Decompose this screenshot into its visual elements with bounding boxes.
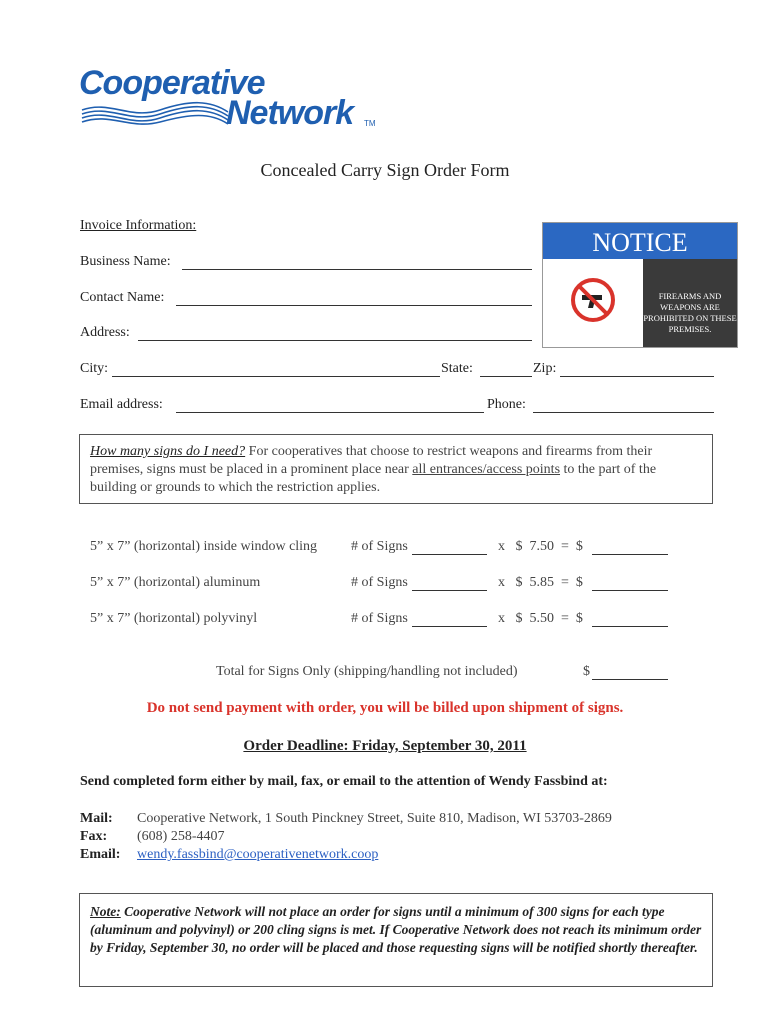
address-label: Address: xyxy=(80,325,130,340)
how-many-box xyxy=(79,434,713,504)
address-field[interactable] xyxy=(138,326,532,341)
how-many-question: How many signs do I need? xyxy=(90,444,246,459)
note-text: Cooperative Network will not place an order for signs until a minimum of 300 signs for each type (aluminum and polyvinyl) or 200 cling signs is met. If Cooperative Network does not reach its minimum order by Friday, September 30, no order will be placed and those requesting signs will be notified shortly thereafter. xyxy=(90,904,702,955)
city-field[interactable] xyxy=(112,362,440,377)
note-label: Note: xyxy=(90,904,121,919)
how-many-text-1: For cooperatives that choose to restrict weapons and firearms from their premises, signs must be placed in a prominent place near xyxy=(90,444,653,477)
email-label: Email address: xyxy=(80,397,163,412)
entrances-link: all entrances/access points xyxy=(412,462,561,477)
phone-field[interactable] xyxy=(533,398,714,413)
item-qty-label: # of Signs xyxy=(351,539,408,554)
item-qty-field[interactable] xyxy=(412,540,487,555)
item-qty-field[interactable] xyxy=(412,612,487,627)
logo-cooperative: Cooperative xyxy=(79,64,265,102)
item-total-field[interactable] xyxy=(592,612,668,627)
page-title: Concealed Carry Sign Order Form xyxy=(260,160,510,180)
state-field[interactable] xyxy=(480,362,532,377)
item-desc: 5” x 7” (horizontal) inside window cling xyxy=(90,539,318,554)
note-box xyxy=(79,893,713,987)
business-name-label: Business Name: xyxy=(80,254,171,269)
contact-name-field[interactable] xyxy=(176,291,532,306)
notice-sign xyxy=(542,222,738,348)
total-label: Total for Signs Only (shipping/handling not included) xyxy=(216,664,518,679)
zip-label: Zip: xyxy=(533,361,557,376)
mail-label: Mail: xyxy=(80,811,113,826)
item-price: x $ 7.50 = $ xyxy=(498,539,583,554)
item-price: x $ 5.50 = $ xyxy=(498,611,583,626)
item-total-field[interactable] xyxy=(592,576,668,591)
state-label: State: xyxy=(441,361,473,376)
item-desc: 5” x 7” (horizontal) aluminum xyxy=(90,575,261,590)
fax-number: (608) 258-4407 xyxy=(137,829,225,844)
total-field[interactable] xyxy=(592,665,668,680)
item-total-field[interactable] xyxy=(592,540,668,555)
item-desc: 5” x 7” (horizontal) polyvinyl xyxy=(90,611,258,626)
payment-notice: Do not send payment with order, you will be billed upon shipment of signs. xyxy=(146,700,624,716)
mail-address: Cooperative Network, 1 South Pinckney Street, Suite 810, Madison, WI 53703-2869 xyxy=(137,811,612,826)
city-label: City: xyxy=(80,361,109,376)
email-contact-label: Email: xyxy=(80,847,121,862)
item-qty-field[interactable] xyxy=(412,576,487,591)
logo-network: Network xyxy=(226,94,354,132)
order-deadline: Order Deadline: Friday, September 30, 2011 xyxy=(243,738,527,754)
item-price: x $ 5.85 = $ xyxy=(498,575,583,590)
how-many-text-2: to the part of the building or grounds to which the restriction applies. xyxy=(90,462,657,495)
contact-name-label: Contact Name: xyxy=(80,290,165,305)
item-qty-label: # of Signs xyxy=(351,575,408,590)
zip-field[interactable] xyxy=(560,362,714,377)
total-currency: $ xyxy=(583,664,590,679)
email-link[interactable]: wendy.fassbind@cooperativenetwork.coop xyxy=(137,847,379,862)
phone-label: Phone: xyxy=(487,397,526,412)
invoice-heading: Invoice Information: xyxy=(80,218,197,233)
business-name-field[interactable] xyxy=(182,255,532,270)
notice-heading: NOTICE xyxy=(543,223,737,259)
notice-text: FIREARMS AND WEAPONS ARE PROHIBITED ON THESE PREMISES. xyxy=(643,259,737,347)
logo-trademark: TM xyxy=(364,119,376,128)
fax-label: Fax: xyxy=(80,829,108,844)
email-field[interactable] xyxy=(176,398,484,413)
item-qty-label: # of Signs xyxy=(351,611,408,626)
no-firearms-icon xyxy=(570,277,616,323)
logo-swoosh-icon xyxy=(80,100,230,126)
send-instruction: Send completed form either by mail, fax, or email to the attention of Wendy Fassbind at: xyxy=(80,774,608,789)
